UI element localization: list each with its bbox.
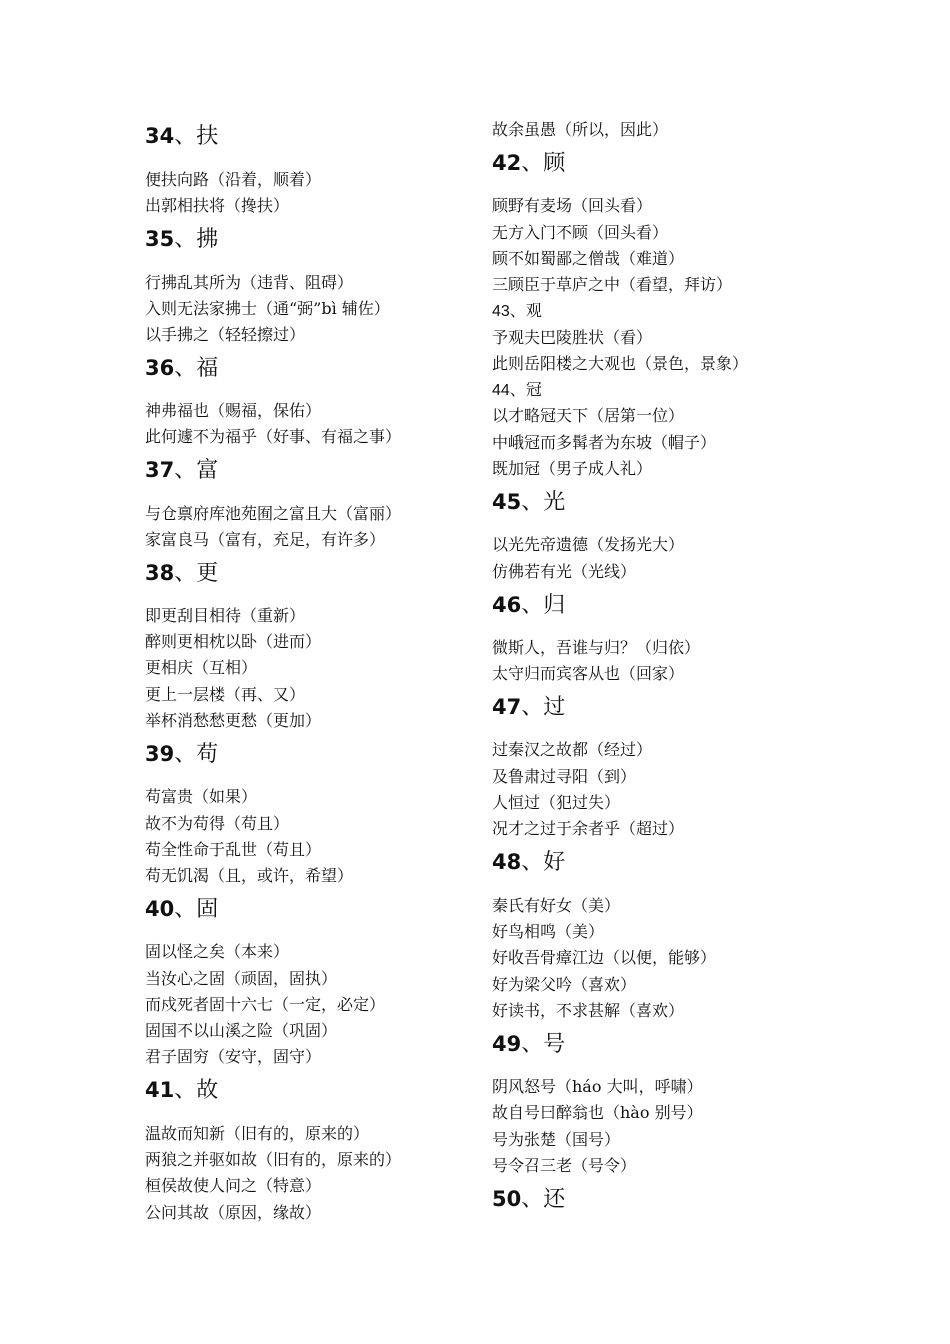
- entry-example: 号令召三老（号令）: [492, 1156, 637, 1175]
- entry-example: 出郭相扶将（搀扶）: [145, 196, 290, 215]
- entry-example: 阴风怒号（háo 大叫，呼啸）: [492, 1077, 703, 1096]
- entry-heading: [492, 488, 565, 517]
- entry-character: 顾: [543, 151, 566, 176]
- entry-separator: 、: [521, 850, 544, 875]
- entry-number: 38: [145, 561, 175, 585]
- entry-example: 中峨冠而多髯者为东坡（帽子）: [492, 433, 717, 452]
- entry-example: 公问其故（原因，缘故）: [145, 1203, 322, 1222]
- entry-example: 行拂乱其所为（违背、阻碍）: [145, 273, 354, 292]
- entry-heading: [492, 1185, 565, 1214]
- entry-example: 固国不以山溪之险（巩固）: [145, 1021, 338, 1040]
- entry-example: 三顾臣于草庐之中（看望，拜访）: [492, 275, 733, 294]
- entry-example: 君子固穷（安守，固守）: [145, 1047, 322, 1066]
- entry-character: 富: [196, 458, 219, 483]
- entry-heading: [492, 1030, 565, 1059]
- entry-example: 以才略冠天下（居第一位）: [492, 406, 685, 425]
- entry-separator: 、: [174, 561, 197, 586]
- entry-example: 苟全性命于乱世（苟且）: [145, 840, 322, 859]
- entry-example: 以手拂之（轻轻擦过）: [145, 325, 306, 344]
- entry-example: 故不为苟得（苟且）: [145, 814, 290, 833]
- entry-character: 苟: [196, 742, 219, 767]
- entry-example: 家富良马（富有，充足，有许多）: [145, 530, 386, 549]
- entry-character: 扶: [196, 124, 219, 149]
- entry-example: 即更刮目相待（重新）: [145, 606, 306, 625]
- entry-number: 49: [492, 1032, 522, 1056]
- entry-separator: 、: [509, 380, 526, 399]
- entry-example: 此何遽不为福乎（好事、有福之事）: [145, 427, 402, 446]
- entry-number: 36: [145, 356, 175, 380]
- entry-example: 况才之过于余者乎（超过）: [492, 819, 685, 838]
- entry-separator: 、: [521, 1187, 544, 1212]
- entry-example: 以光先帝遗德（发扬光大）: [492, 535, 685, 554]
- entry-example: 好读书，不求甚解（喜欢）: [492, 1001, 685, 1020]
- entry-heading: [145, 456, 218, 485]
- entry-example: 仿佛若有光（光线）: [492, 562, 637, 581]
- entry-number: 42: [492, 151, 522, 175]
- entry-character: 号: [543, 1032, 566, 1057]
- entry-separator: 、: [521, 695, 544, 720]
- entry-example: 温故而知新（旧有的，原来的）: [145, 1124, 370, 1143]
- entry-heading: [492, 591, 565, 620]
- entry-example: 两狼之并驱如故（旧有的，原来的）: [145, 1150, 402, 1169]
- entry-heading: [145, 895, 218, 924]
- entry-heading: [145, 740, 218, 769]
- entry-separator: 、: [174, 124, 197, 149]
- entry-example: 及鲁肃过寻阳（到）: [492, 767, 637, 786]
- entry-separator: 、: [174, 897, 197, 922]
- entry-character: 更: [196, 561, 219, 586]
- entry-number: 43: [492, 303, 510, 320]
- entry-example: 举杯消愁愁更愁（更加）: [145, 711, 322, 730]
- entry-separator: 、: [174, 458, 197, 483]
- entry-example: 人恒过（犯过失）: [492, 793, 621, 812]
- entry-example: 更相庆（互相）: [145, 658, 258, 677]
- entry-heading: [492, 379, 542, 402]
- entry-heading: [492, 848, 565, 877]
- entry-example: 既加冠（男子成人礼）: [492, 459, 653, 478]
- entry-character: 过: [543, 695, 566, 720]
- entry-character: 观: [525, 301, 542, 320]
- entry-separator: 、: [521, 490, 544, 515]
- entry-character: 归: [543, 593, 566, 618]
- entry-heading: [145, 122, 218, 151]
- entry-character: 故: [196, 1078, 219, 1103]
- entry-example: 苟无饥渴（且，或许，希望）: [145, 866, 354, 885]
- entry-example: 此则岳阳楼之大观也（景色，景象）: [492, 354, 749, 373]
- entry-heading: [145, 225, 218, 254]
- entry-example: 神弗福也（赐福，保佑）: [145, 401, 322, 420]
- entry-character: 冠: [525, 380, 542, 399]
- entry-character: 好: [543, 850, 566, 875]
- entry-example: 过秦汉之故都（经过）: [492, 740, 653, 759]
- entry-example: 便扶向路（沿着，顺着）: [145, 170, 322, 189]
- entry-separator: 、: [174, 1078, 197, 1103]
- entry-number: 44: [492, 382, 510, 399]
- entry-example: 好鸟相鸣（美）: [492, 922, 605, 941]
- entry-separator: 、: [521, 151, 544, 176]
- entry-heading: [145, 559, 218, 588]
- entry-separator: 、: [174, 356, 197, 381]
- entry-number: 46: [492, 593, 522, 617]
- entry-number: 34: [145, 124, 175, 148]
- entry-heading: [145, 354, 218, 383]
- entry-number: 50: [492, 1187, 522, 1211]
- entry-example: 太守归而宾客从也（回家）: [492, 664, 685, 683]
- entry-number: 41: [145, 1078, 175, 1102]
- entry-example: 故余虽愚（所以，因此）: [492, 120, 669, 139]
- entry-number: 39: [145, 742, 175, 766]
- entry-separator: 、: [509, 301, 526, 320]
- entry-character: 固: [196, 897, 219, 922]
- entry-example: 入则无法家拂士（通“弼”bì 辅佐）: [145, 299, 390, 318]
- entry-separator: 、: [174, 227, 197, 252]
- entry-example: 微斯人，吾谁与归？（归依）: [492, 638, 701, 657]
- entry-character: 拂: [196, 227, 219, 252]
- entry-example: 苟富贵（如果）: [145, 787, 258, 806]
- entry-heading: [492, 149, 565, 178]
- entry-example: 秦氏有好女（美）: [492, 896, 621, 915]
- entry-example: 号为张楚（国号）: [492, 1130, 621, 1149]
- entry-heading: [492, 693, 565, 722]
- entry-number: 35: [145, 227, 175, 251]
- entry-example: 醉则更相枕以卧（进而）: [145, 632, 322, 651]
- entry-heading: [492, 300, 542, 323]
- entry-example: 桓侯故使人问之（特意）: [145, 1176, 322, 1195]
- entry-example: 而戍死者固十六七（一定，必定）: [145, 995, 386, 1014]
- entry-example: 故自号曰醉翁也（hào 别号）: [492, 1103, 703, 1122]
- entry-example: 顾野有麦场（回头看）: [492, 196, 653, 215]
- entry-heading: [145, 1076, 218, 1105]
- entry-separator: 、: [174, 742, 197, 767]
- entry-example: 好收吾骨瘴江边（以便，能够）: [492, 948, 717, 967]
- entry-example: 与仓禀府库池苑囿之富且大（富丽）: [145, 504, 402, 523]
- entry-example: 予观夫巴陵胜状（看）: [492, 328, 653, 347]
- entry-example: 固以怪之矣（本来）: [145, 942, 290, 961]
- entry-example: 更上一层楼（再、又）: [145, 685, 306, 704]
- entry-example: 当汝心之固（顽固，固执）: [145, 969, 338, 988]
- entry-example: 好为梁父吟（喜欢）: [492, 975, 637, 994]
- entry-separator: 、: [521, 593, 544, 618]
- entry-character: 福: [196, 356, 219, 381]
- entry-example: 无方入门不顾（回头看）: [492, 223, 669, 242]
- entry-example: 顾不如蜀鄙之僧哉（难道）: [492, 249, 685, 268]
- entry-character: 还: [543, 1187, 566, 1212]
- entry-number: 37: [145, 458, 175, 482]
- entry-number: 45: [492, 490, 522, 514]
- entry-number: 40: [145, 897, 175, 921]
- entry-number: 47: [492, 695, 522, 719]
- entry-number: 48: [492, 850, 522, 874]
- entry-character: 光: [543, 490, 566, 515]
- entry-separator: 、: [521, 1032, 544, 1057]
